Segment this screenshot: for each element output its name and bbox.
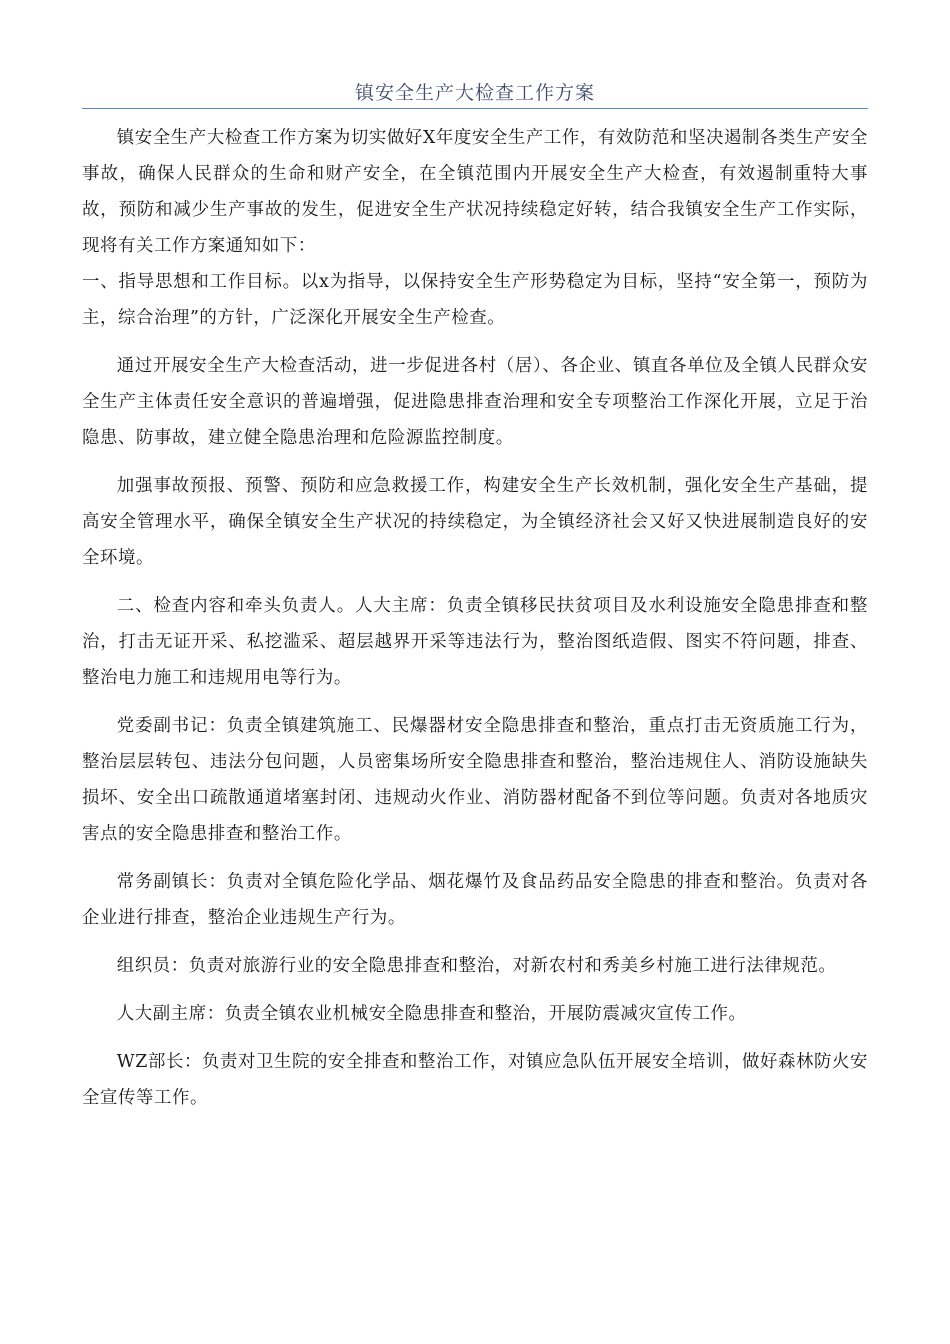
duty-paragraph: 常务副镇长：负责对全镇危险化学品、烟花爆竹及食品药品安全隐患的排查和整治。负责对各企业进行排查，整治企业违规生产行为。 — [82, 872, 868, 928]
body-paragraph: 通过开展安全生产大检查活动，进一步促进各村（居）、各企业、镇直各单位及全镇人民群众安全生产主体责任安全意识的普遍增强，促进隐患排查治理和安全专项整治工作深化开展，立足于治隐患、防事故，建立健全隐患治理和危险源监控制度。 — [82, 356, 868, 448]
page-title: 镇安全生产大检查工作方案 — [354, 82, 595, 104]
header-divider — [82, 108, 868, 109]
duty-paragraph: 党委副书记：负责全镇建筑施工、民爆器材安全隐患排查和整治，重点打击无资质施工行为，整治层层转包、违法分包问题，人员密集场所安全隐患排查和整治，整治违规住人、消防设施缺失损坏、安全出口疏散通道堵塞封闭、违规动火作业、消防器材配备不到位等问题。负责对各地质灾害点的安全隐患排查和整治工作。 — [82, 716, 868, 844]
document-body — [82, 120, 868, 1116]
duty-paragraph: 组织员：负责对旅游行业的安全隐患排查和整治，对新农村和秀美乡村施工进行法律规范。 — [116, 956, 837, 976]
duty-paragraph: WZ部长：负责对卫生院的安全排查和整治工作，对镇应急队伍开展安全培训，做好森林防火安全宣传等工作。 — [82, 1052, 868, 1108]
body-paragraph: 加强事故预报、预警、预防和应急救援工作，构建安全生产长效机制，强化安全生产基础，提高安全管理水平，确保全镇安全生产状况的持续稳定，为全镇经济社会又好又快进展制造良好的安全环境。 — [82, 476, 868, 568]
duty-paragraph: 人大副主席：负责全镇农业机械安全隐患排查和整治，开展防震减灾宣传工作。 — [116, 1004, 747, 1024]
section-2-paragraph: 二、检查内容和牵头负责人。人大主席：负责全镇移民扶贫项目及水利设施安全隐患排查和整治，打击无证开采、私挖滥采、超层越界开采等违法行为，整治图纸造假、图实不符问题，排查、整治电力施工和违规用电等行为。 — [82, 596, 868, 688]
section-1-paragraph: 一、指导思想和工作目标。以x为指导，以保持安全生产形势稳定为目标，坚持“安全第一，预防为主，综合治理”的方针，广泛深化开展安全生产检查。 — [82, 272, 868, 328]
intro-paragraph: 镇安全生产大检查工作方案为切实做好X年度安全生产工作，有效防范和坚决遏制各类生产安全事故，确保人民群众的生命和财产安全，在全镇范围内开展安全生产大检查，有效遏制重特大事故，预防和减少生产事故的发生，促进安全生产状况持续稳定好转，结合我镇安全生产工作实际，现将有关工作方案通知如下： — [82, 128, 868, 256]
